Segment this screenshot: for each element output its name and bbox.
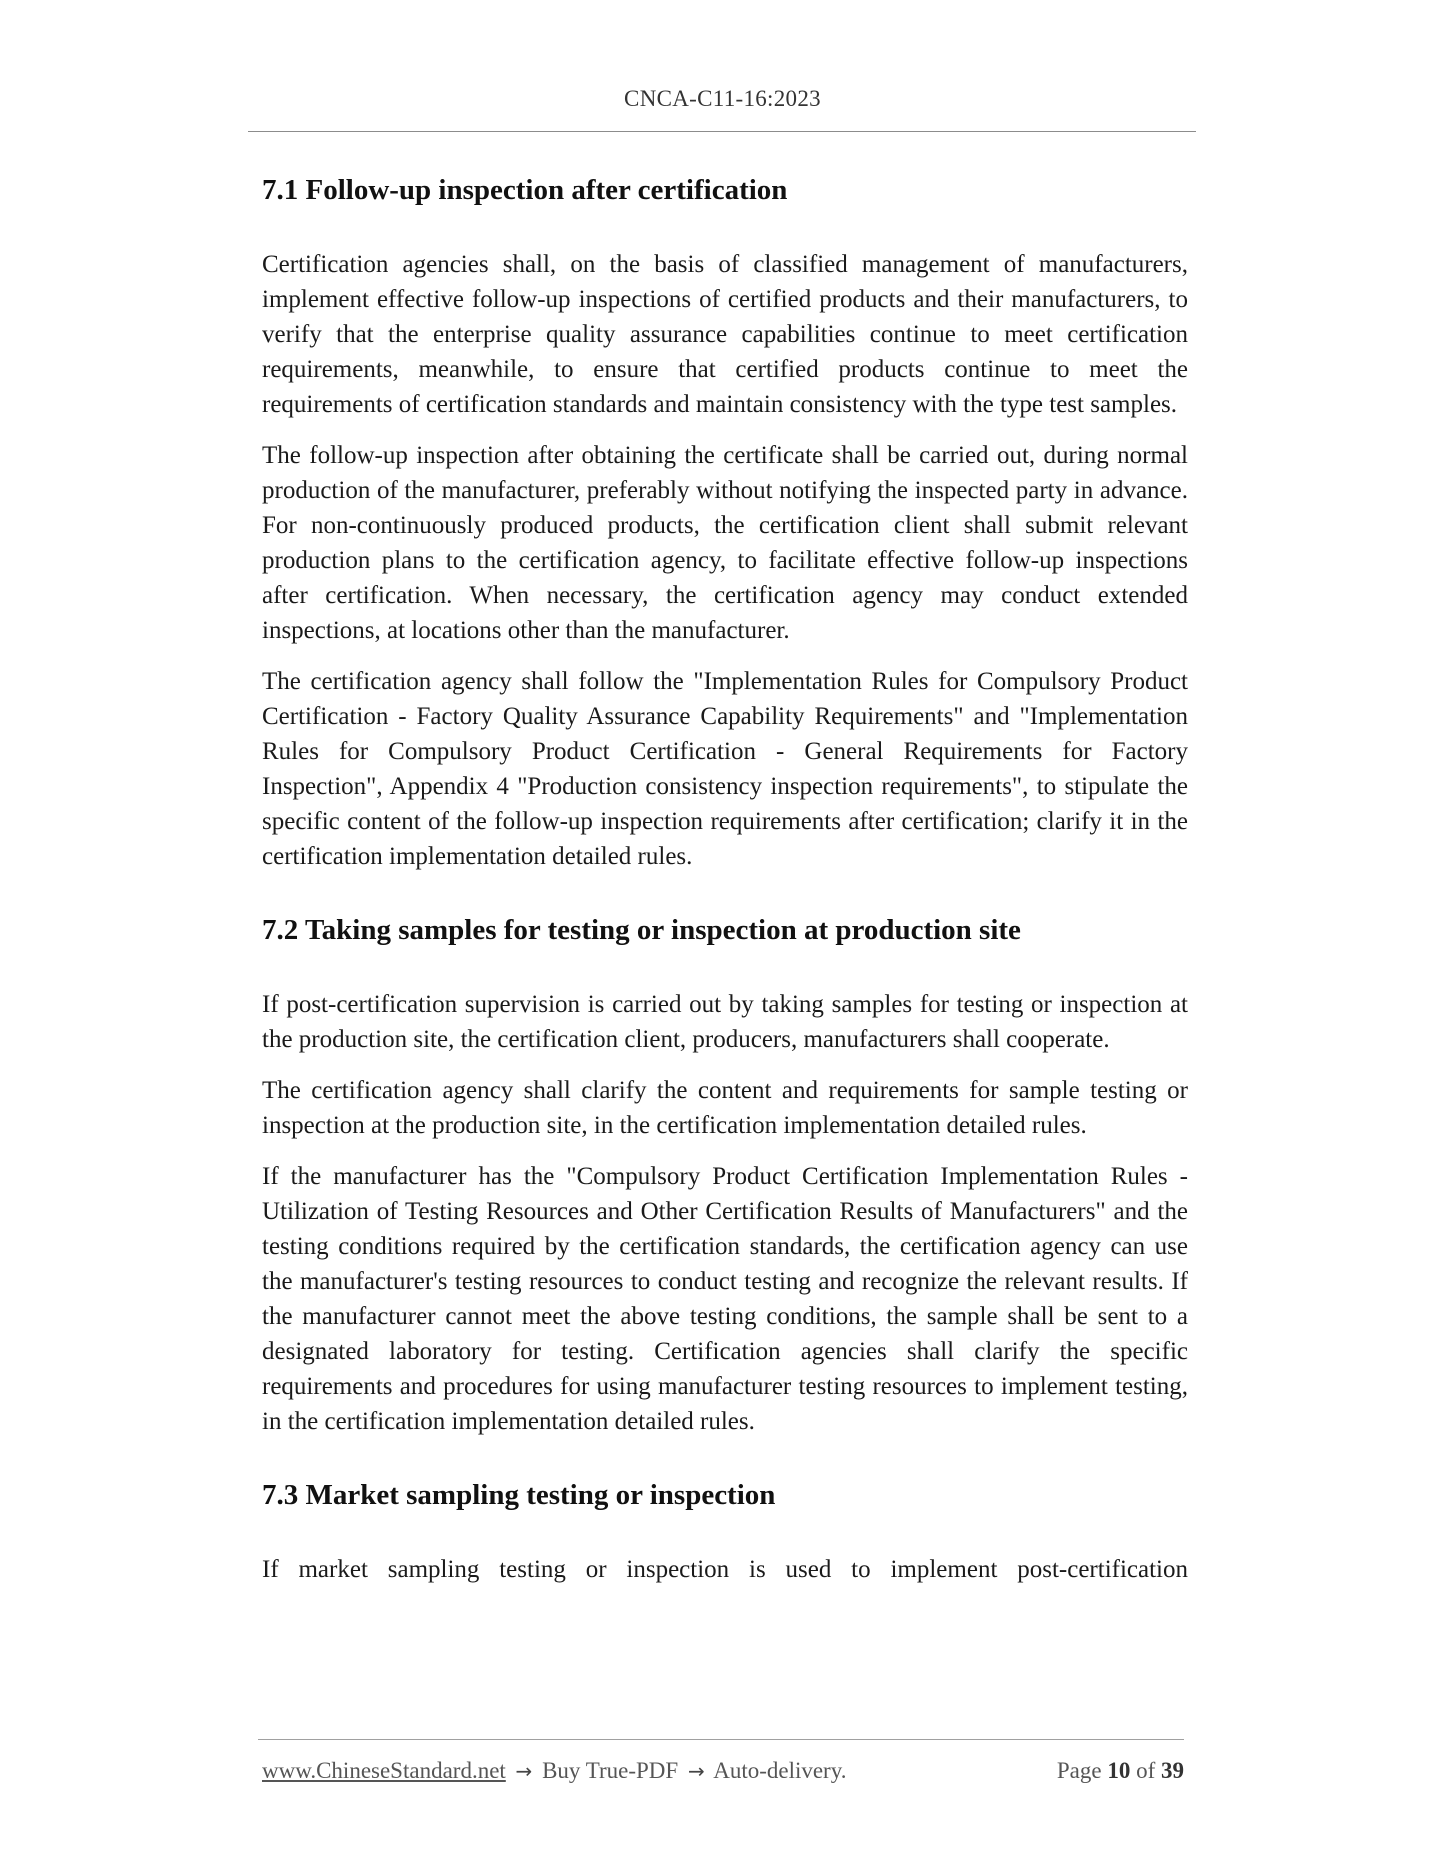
paragraph: Certification agencies shall, on the basis of classified management of manufacturers, implement effective follow-up inspections of certified products and their manufacturers, to verify that the enterprise quality assurance capabilities continue to meet certification requirements, meanwhile, to ensure that certified products continue to meet the requirements of certification standards and maintain consistency with the type test samples. — [262, 251, 1188, 418]
section-heading-7-2: 7.2 Taking samples for testing or inspection at production site — [262, 914, 1021, 946]
footer-divider — [258, 1739, 1184, 1740]
footer-step-delivery: Auto-delivery. — [713, 1758, 847, 1783]
page-total: 39 — [1161, 1758, 1184, 1783]
page-label: Page — [1056, 1758, 1102, 1783]
page-footer — [262, 1754, 1184, 1788]
right-arrow-icon: → — [687, 1759, 705, 1783]
website-link[interactable]: www.ChineseStandard.net — [262, 1758, 506, 1783]
paragraph: The certification agency shall clarify the content and requirements for sample testing or inspection at the production site, in the certification implementation detailed rules. — [262, 1077, 1188, 1139]
page-content — [262, 170, 1188, 1587]
footer-step-buy: Buy True-PDF — [542, 1758, 679, 1783]
page-indicator — [1057, 1754, 1184, 1788]
footer-promo — [262, 1754, 846, 1788]
running-header: CNCA-C11-16:2023 — [624, 86, 821, 111]
page-number: 10 — [1107, 1758, 1131, 1783]
of-label: of — [1136, 1758, 1156, 1783]
section-heading-7-3: 7.3 Market sampling testing or inspection — [262, 1479, 776, 1511]
paragraph: If post-certification supervision is carried out by taking samples for testing or inspection at the production site, the certification client, producers, manufacturers shall cooperate. — [262, 991, 1188, 1053]
paragraph: If market sampling testing or inspection is used to implement post-certification — [262, 1556, 1188, 1583]
section-heading-7-1: 7.1 Follow-up inspection after certification — [262, 174, 788, 206]
header-divider — [248, 131, 1196, 132]
paragraph: The follow-up inspection after obtaining the certificate shall be carried out, during normal production of the manufacturer, preferably without notifying the inspected party in advance. For non-continuously produced products, the certification client shall submit relevant production plans to the certification agency, to facilitate effective follow-up inspections after certification. When necessary, the certification agency may conduct extended inspections, at locations other than the manufacturer. — [262, 442, 1188, 644]
right-arrow-icon: → — [515, 1759, 533, 1783]
paragraph: The certification agency shall follow the "Implementation Rules for Compulsory Product Certification - Factory Quality Assurance Capability Requirements" and "Implementation Rules for Compulsory Product Certification - General Requirements for Factory Inspection", Appendix 4 "Production consistency inspection requirements", to stipulate the specific content of the follow-up inspection requirements after certification; clarify it in the certification implementation detailed rules. — [262, 668, 1188, 870]
paragraph: If the manufacturer has the "Compulsory Product Certification Implementation Rules - Utilization of Testing Resources and Other Certification Results of Manufacturers" and the testing conditions required by the certification standards, the certification agency can use the manufacturer's testing resources to conduct testing and recognize the relevant results. If the manufacturer cannot meet the above testing conditions, the sample shall be sent to a designated laboratory for testing. Certification agencies shall clarify the specific requirements and procedures for using manufacturer testing resources to implement testing, in the certification implementation detailed rules. — [262, 1163, 1188, 1435]
